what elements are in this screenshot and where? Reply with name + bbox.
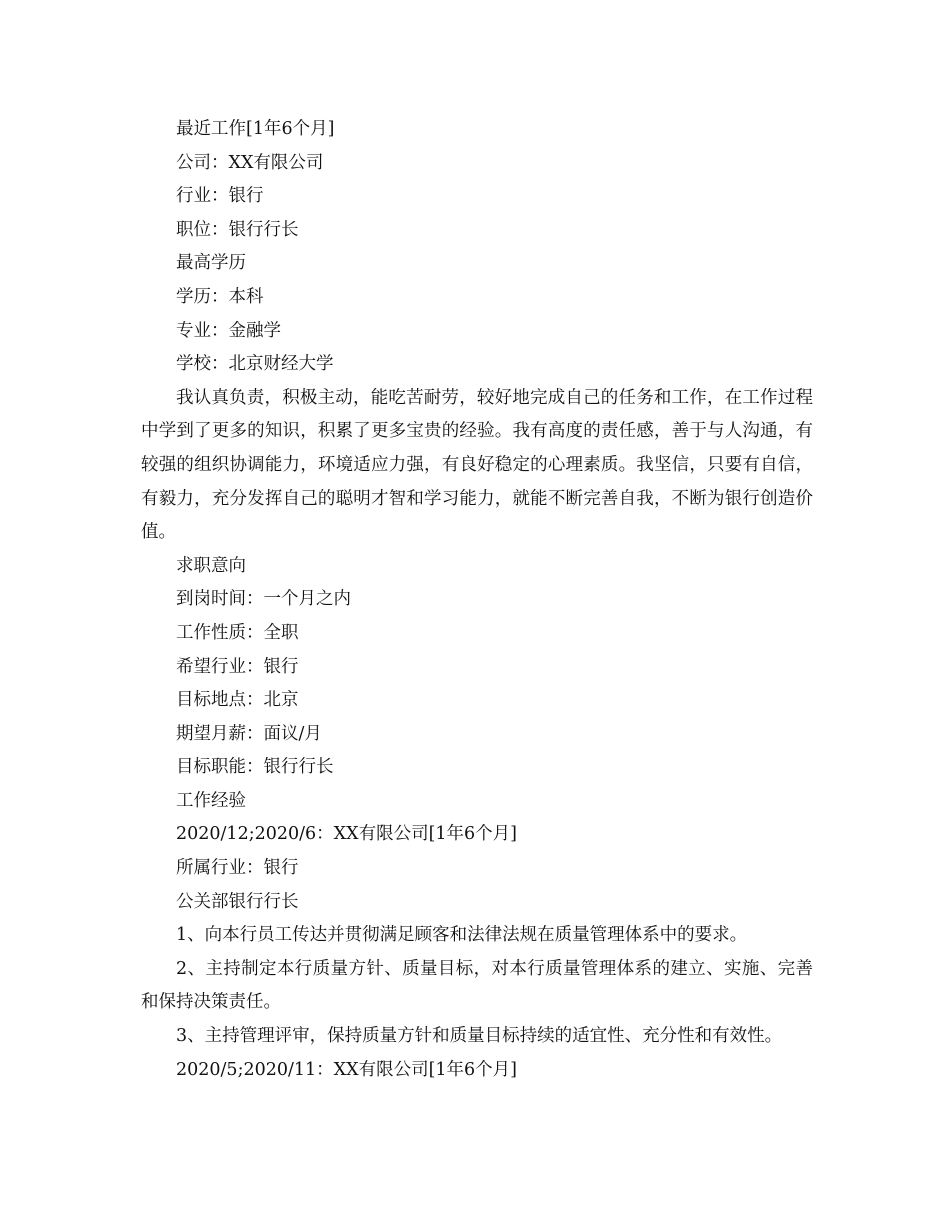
work-type-line: 工作性质：全职 [176, 622, 299, 643]
desired-industry-line: 希望行业：银行 [176, 656, 299, 677]
department-title-line: 公关部银行行长 [176, 891, 299, 912]
degree-line: 学历：本科 [176, 286, 264, 307]
expected-salary-line: 期望月薪：面议/月 [176, 723, 322, 744]
recent-job-heading: 最近工作[1年6个月] [176, 119, 335, 139]
duty-item-2: 2、主持制定本行质量方针、质量目标，对本行质量管理体系的建立、实施、完善和保持决策责任。 [141, 958, 813, 1013]
experience-entry-2: 2020/5;2020/11：XX有限公司[1年6个月] [176, 1059, 518, 1080]
duty-item-3: 3、主持管理评审，保持质量方针和质量目标持续的适宜性、充分性和有效性。 [176, 1026, 783, 1047]
experience-industry-line: 所属行业：银行 [176, 858, 299, 879]
document-body [141, 113, 813, 1087]
experience-entry-1: 2020/12;2020/6：XX有限公司[1年6个月] [176, 824, 518, 845]
availability-line: 到岗时间：一个月之内 [176, 589, 351, 610]
work-experience-heading: 工作经验 [176, 790, 246, 811]
education-heading: 最高学历 [176, 253, 246, 274]
self-evaluation-paragraph: 我认真负责，积极主动，能吃苦耐劳，较好地完成自己的任务和工作，在工作过程中学到了更多的知识，积累了更多宝贵的经验。我有高度的责任感，善于与人沟通，有较强的组织协调能力，环境适应力强，有良好稳定的心理素质。我坚信，只要有自信，有毅力，充分发挥自己的聪明才智和学习能力，就能不断完善自我，不断为银行创造价值。 [141, 387, 813, 543]
duty-item-1: 1、向本行员工传达并贯彻满足顾客和法律法规在质量管理体系中的要求。 [176, 925, 748, 946]
industry-line: 行业：银行 [176, 186, 264, 207]
major-line: 专业：金融学 [176, 320, 281, 341]
job-intention-heading: 求职意向 [176, 555, 246, 576]
position-line: 职位：银行行长 [176, 219, 299, 240]
company-line: 公司：XX有限公司 [176, 152, 324, 173]
school-line: 学校：北京财经大学 [176, 354, 334, 375]
target-location-line: 目标地点：北京 [176, 690, 299, 711]
target-function-line: 目标职能：银行行长 [176, 757, 334, 778]
